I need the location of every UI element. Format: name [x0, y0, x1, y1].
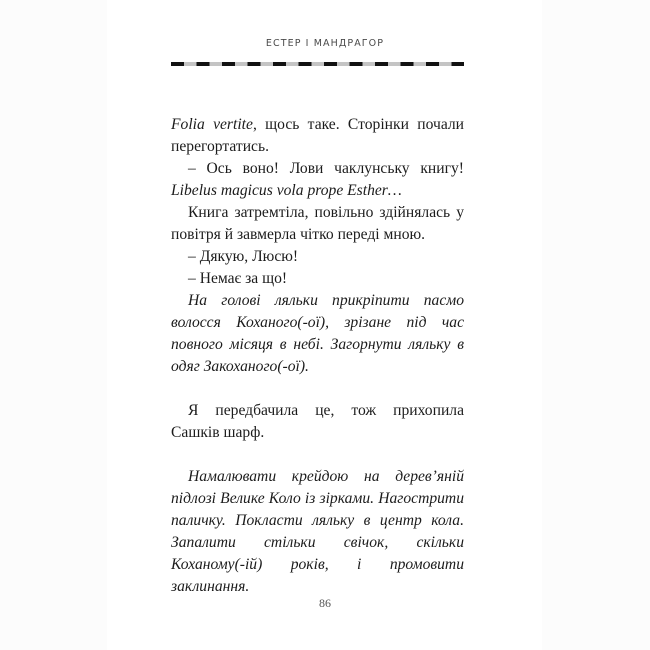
paragraph-4: – Дякую, Люсю! [188, 248, 299, 265]
latin-phrase: Folia vertite [171, 116, 253, 133]
running-head: ЕСТЕР І МАНДРАГОР [265, 38, 385, 49]
paragraph-1 [171, 114, 464, 158]
paragraph-3: Книга затремтіла, повільно здійнялась у повітря й завмерла чітко переді мною. [171, 204, 464, 243]
paragraph-7: Я передбачила це, тож прихопила Сашків шарф. [171, 402, 464, 441]
paragraph-5: – Немає за що! [188, 270, 288, 287]
dashed-divider [171, 62, 464, 66]
paragraph-2 [171, 158, 464, 202]
page-number: 86 [319, 596, 331, 610]
paragraph-text: , щось таке. Сторінки почали перегортатись. [171, 116, 465, 155]
latin-phrase: Libelus magicus vola prope Esther… [171, 182, 402, 199]
spell-instruction-1: На голові ляльки прикріпити пасмо волосся Коханого(-ої), зрізане під час повного місяця в небі. Загорнути ляльку в одяг Закоханого(-ої). [171, 292, 464, 375]
dialogue-text: – Ось воно! Лови чаклунську книгу! [188, 160, 464, 177]
spell-instruction-2: Намалювати крейдою на дерев’яній підлозі Велике Коло із зірками. Нагострити паличку. Покласти ляльку в центр кола. Запалити стільки свічок, скільки Коханому(-ій) років, і промовити заклинання. [171, 468, 464, 595]
body-text [171, 114, 464, 598]
